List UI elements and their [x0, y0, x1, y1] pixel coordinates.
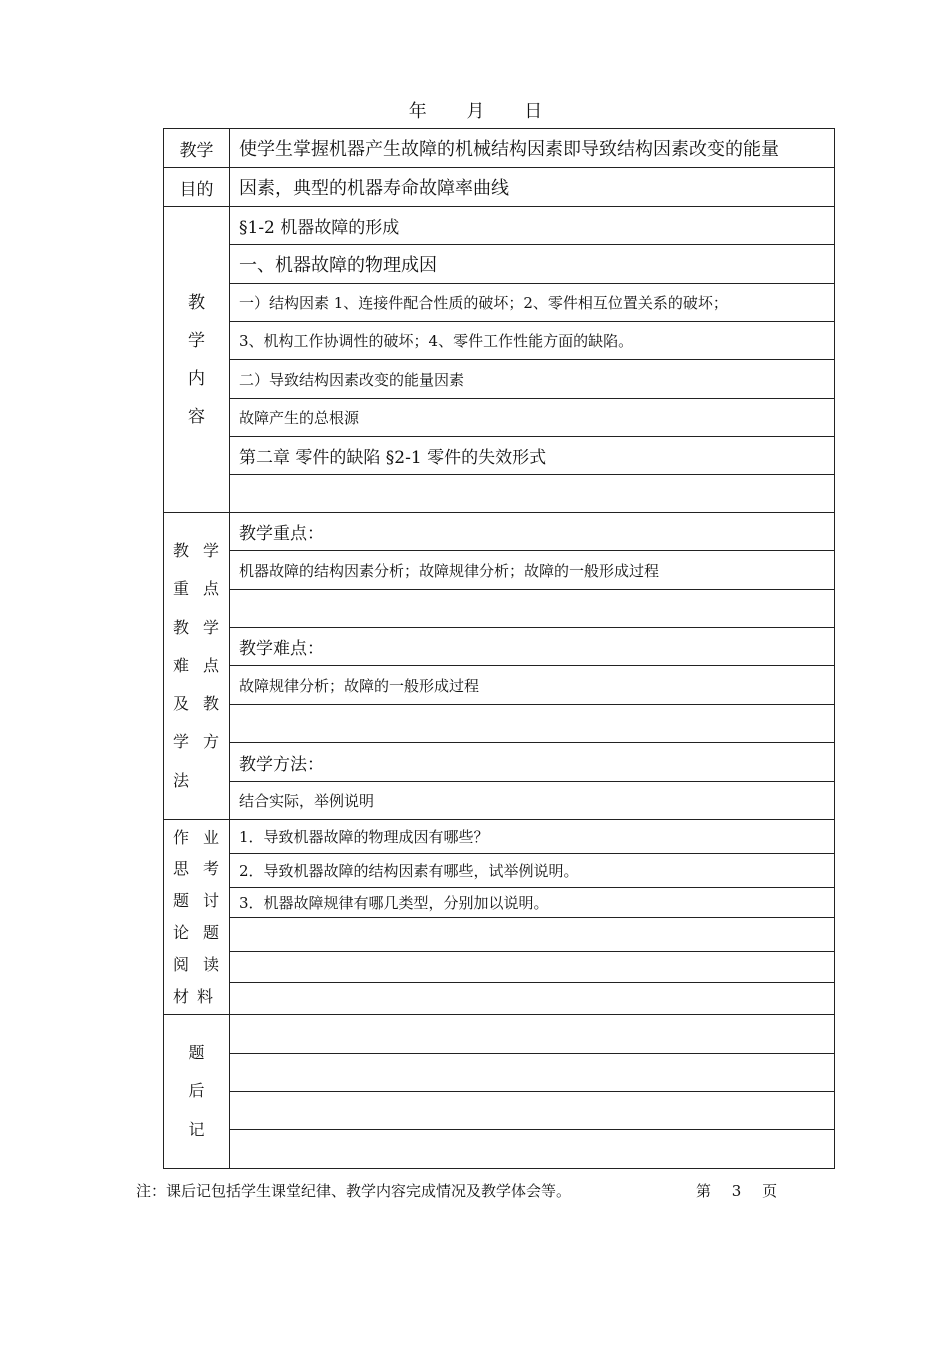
- content-label: [164, 207, 230, 513]
- page-number-value: 3: [731, 1182, 744, 1200]
- keypoints-row: [164, 705, 835, 743]
- goal-row-2: [164, 168, 835, 207]
- content-label-char: 容: [188, 406, 205, 427]
- goal-row-1: [164, 129, 835, 168]
- goal-text-2: 因素，典型的机器寿命故障率曲线: [230, 168, 835, 207]
- content-text: [230, 475, 835, 513]
- homework-row: [164, 952, 835, 983]
- homework-question: 1．导致机器故障的物理成因有哪些？: [230, 820, 835, 854]
- homework-row: [164, 918, 835, 952]
- postscript-label-char: 题: [188, 1042, 205, 1062]
- content-text: 故障产生的总根源: [230, 399, 835, 437]
- keypoints-heading: 教学难点：: [230, 628, 835, 666]
- content-text: 二）导致结构因素改变的能量因素: [230, 360, 835, 399]
- keypoints-text: 结合实际，举例说明: [230, 782, 835, 820]
- keypoints-row: [164, 590, 835, 628]
- content-row: [164, 322, 835, 360]
- content-row: [164, 284, 835, 322]
- postscript-label-char: 后: [188, 1081, 205, 1101]
- homework-question: [230, 952, 835, 983]
- keypoints-text: [230, 705, 835, 743]
- goal-label-1: 教学: [164, 129, 230, 168]
- homework-row: [164, 854, 835, 888]
- postscript-row: [164, 1015, 835, 1054]
- content-label-char: 内: [188, 368, 205, 389]
- homework-row: [164, 820, 835, 854]
- keypoints-row: [164, 666, 835, 705]
- keypoints-row: [164, 743, 835, 782]
- keypoints-text: 机器故障的结构因素分析；故障规律分析；故障的一般形成过程: [230, 551, 835, 590]
- keypoints-row: [164, 513, 835, 551]
- date-year: 年: [408, 101, 428, 122]
- date-day: 日: [524, 101, 544, 122]
- content-row: [164, 360, 835, 399]
- content-label-char: 教: [188, 292, 205, 313]
- page-prefix: 第: [696, 1182, 714, 1200]
- homework-question: [230, 918, 835, 952]
- postscript-text: [230, 1015, 835, 1054]
- keypoints-row: [164, 628, 835, 666]
- page-number: [690, 1180, 785, 1201]
- content-text: 第二章 零件的缺陷 §2-1 零件的失效形式: [230, 437, 835, 475]
- postscript-text: [230, 1092, 835, 1130]
- goal-text-1: 使学生掌握机器产生故障的机械结构因素即导致结构因素改变的能量: [230, 129, 835, 168]
- postscript-text: [230, 1130, 835, 1169]
- postscript-text: [230, 1054, 835, 1092]
- footer-note: 注：课后记包括学生课堂纪律、教学内容完成情况及教学体会等。: [136, 1182, 572, 1200]
- postscript-row: [164, 1130, 835, 1169]
- content-text: 一、机器故障的物理成因: [230, 245, 835, 284]
- homework-row: [164, 983, 835, 1015]
- content-row: [164, 245, 835, 284]
- keypoints-heading: 教学重点：: [230, 513, 835, 551]
- date-line: [0, 97, 952, 123]
- content-row: [164, 207, 835, 245]
- content-text: 3、机构工作协调性的破坏；4、零件工作性能方面的缺陷。: [230, 322, 835, 360]
- content-label-char: 学: [188, 330, 205, 351]
- content-row: [164, 475, 835, 513]
- homework-question: [230, 983, 835, 1015]
- postscript-row: [164, 1092, 835, 1130]
- postscript-label-char: 记: [188, 1119, 205, 1139]
- content-row: [164, 399, 835, 437]
- content-text: 一）结构因素 1、连接件配合性质的破坏；2、零件相互位置关系的破坏；: [230, 284, 835, 322]
- date-month: 月: [466, 101, 486, 122]
- keypoints-row: [164, 782, 835, 820]
- content-text: §1-2 机器故障的形成: [230, 207, 835, 245]
- goal-label-2: 目的: [164, 168, 230, 207]
- keypoints-text: 故障规律分析；故障的一般形成过程: [230, 666, 835, 705]
- content-row: [164, 437, 835, 475]
- lesson-plan-table: [163, 128, 835, 1169]
- homework-label: 作 业 思 考 题 讨 论 题 阅 读 材 料: [164, 820, 230, 1015]
- page-suffix: 页: [762, 1182, 780, 1200]
- homework-row: [164, 888, 835, 918]
- keypoints-row: [164, 551, 835, 590]
- postscript-row: [164, 1054, 835, 1092]
- keypoints-text: [230, 590, 835, 628]
- keypoints-label: 教 学 重 点 教 学 难 点 及 教 学 方 法: [164, 513, 230, 820]
- homework-question: 3．机器故障规律有哪几类型，分别加以说明。: [230, 888, 835, 918]
- postscript-label: [164, 1015, 230, 1169]
- homework-question: 2．导致机器故障的结构因素有哪些，试举例说明。: [230, 854, 835, 888]
- keypoints-heading: 教学方法：: [230, 743, 835, 782]
